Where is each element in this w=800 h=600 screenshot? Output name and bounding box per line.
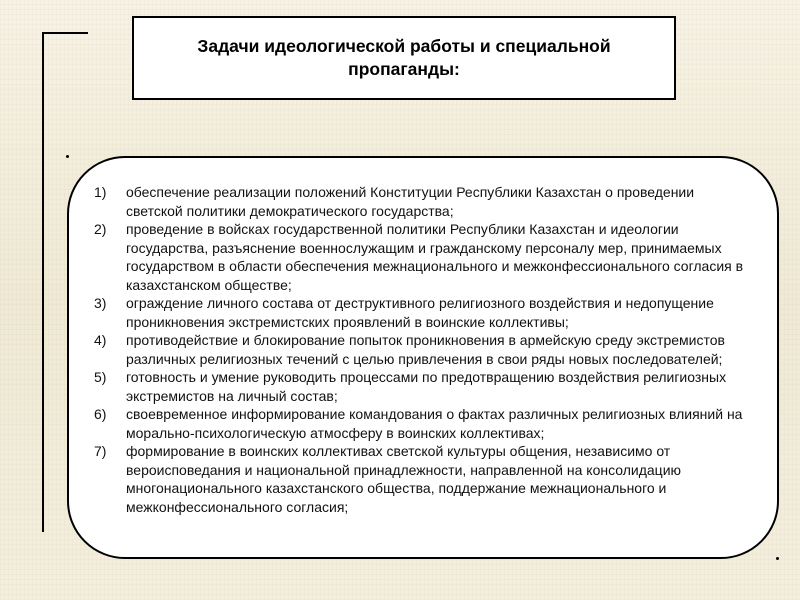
list-item-number: 4) [94,332,107,348]
tasks-box [67,156,779,559]
list-item-number: 2) [94,221,107,237]
decorative-dot [66,155,69,158]
page-title: Задачи идеологической работы и специальной пропаганды: [197,36,611,79]
list-item [94,331,754,368]
list-item-text: проведение в войсках государственной политики Республики Казахстан и идеологии государства, разъяснение военнослужащим и гражданскому персоналу мер, принимаемых государством в области обеспечения межнационального и межконфессионального согласия в казахстанском обществе; [126,221,744,293]
list-item-text: обеспечение реализации положений Конституции Республики Казахстан о проведении светской политики демократического государства; [126,184,695,219]
title-box [132,16,676,100]
list-item-number: 6) [94,406,107,422]
list-item [94,405,754,442]
list-item [94,442,754,516]
list-item-text: противодействие и блокирование попыток проникновения в армейскую среду экстремистов различных религиозных течений с целью привлечения в свои ряды новых последователей; [126,332,725,367]
list-item-number: 7) [94,443,107,459]
tasks-list [94,183,754,516]
list-item-text: своевременное информирование командования о фактах различных религиозных влияний на морально-психологическую атмосферу в воинских коллективах; [126,406,743,441]
list-item-text: готовность и умение руководить процессами по предотвращению воздействия религиозных экстремистов на личный состав; [126,369,727,404]
list-item-number: 1) [94,184,107,200]
list-item-text: ограждение личного состава от деструктивного религиозного воздействия и недопущение проникновения экстремистских проявлений в воинские коллективы; [126,295,714,330]
list-item [94,183,754,220]
list-item [94,220,754,294]
decorative-dot [776,557,779,560]
list-item [94,368,754,405]
list-item-number: 3) [94,295,107,311]
list-item [94,294,754,331]
list-item-text: формирование в воинских коллективах светской культуры общения, независимо от вероисповедания и национальной принадлежности, направленной на консолидацию многонационального казахстанского общества, поддержание межнационального и межконфессионального согласия; [126,443,682,515]
list-item-number: 5) [94,369,107,385]
